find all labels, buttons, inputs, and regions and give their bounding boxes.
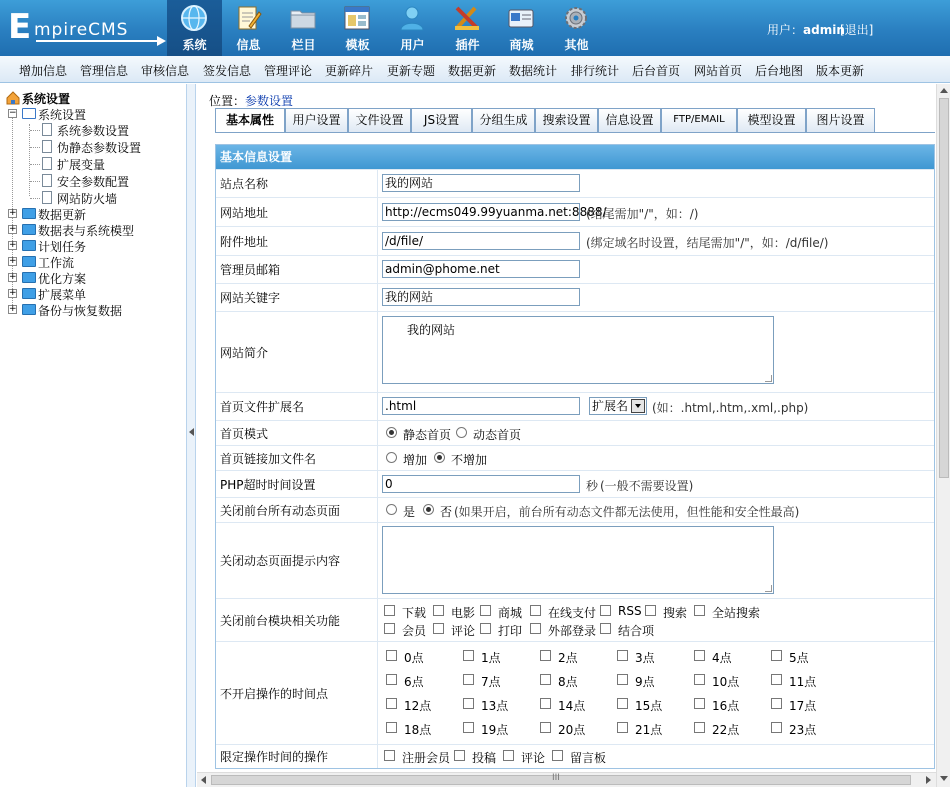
row-keywords: 网站关键字 我的网站	[216, 283, 934, 311]
row-php-timeout: PHP超时时间设置 0 秒 (一般不需要设置)	[216, 470, 934, 497]
hour-label: 13点	[481, 699, 509, 713]
sidebar-tree	[0, 84, 186, 787]
menu-rank-stats[interactable]: 排行统计	[571, 64, 620, 78]
checkbox-hour-6[interactable]	[386, 674, 397, 685]
scroll-up-icon[interactable]	[940, 88, 948, 93]
scroll-down-icon[interactable]	[940, 776, 948, 781]
breadcrumb: 位置：参数设置	[209, 94, 294, 108]
row-index-link: 首页链接加文件名 增加 不增加	[216, 445, 934, 470]
row-no-op-hours: 不开启操作的时间点 0点 1点 2点 3点 4点 5点 6点 7点 8点 9点 10点 11点 12点 13点 14点 15点 16点 17点 18点 19点 20点 21点 22点 23点	[216, 641, 934, 744]
tree-item-system-params[interactable]: 系统参数设置	[30, 122, 180, 138]
collapse-icon[interactable]: −	[9, 108, 17, 118]
nav-column[interactable]: 栏目	[276, 0, 331, 56]
nav-system[interactable]: 系统	[167, 0, 222, 56]
tree-tables-models[interactable]: + 数据表与系统模型	[9, 224, 135, 238]
menu-manage-info[interactable]: 管理信息	[80, 64, 129, 78]
section-title: 基本信息设置	[216, 145, 934, 169]
checkbox-hour-12[interactable]	[386, 698, 397, 709]
expand-icon[interactable]: +	[9, 272, 17, 282]
checkbox-hour-18[interactable]	[386, 722, 397, 733]
row-close-dynamic: 关闭前台所有动态页面 是 否 (如果开启，前台所有动态文件都无法使用，但性能和安全性最高)	[216, 497, 934, 522]
site-name-input[interactable]: 我的网站	[382, 174, 580, 192]
checkbox-hour-23[interactable]	[771, 722, 782, 733]
hour-label: 22点	[712, 723, 740, 737]
tree-item-security-config[interactable]: 安全参数配置	[30, 173, 180, 189]
checkbox-hour-4[interactable]	[694, 650, 705, 661]
checkbox-hour-2[interactable]	[540, 650, 551, 661]
checkbox-hour-14[interactable]	[540, 698, 551, 709]
checkbox-hour-19[interactable]	[463, 722, 474, 733]
settings-form	[215, 144, 935, 769]
menu-admin-home[interactable]: 后台首页	[632, 64, 681, 78]
menu-version-update[interactable]: 版本更新	[816, 64, 865, 78]
checkbox-hour-5[interactable]	[771, 650, 782, 661]
checkbox-print[interactable]	[480, 623, 491, 634]
checkbox-hour-7[interactable]	[463, 674, 474, 685]
horizontal-scrollbar[interactable]	[197, 772, 936, 787]
top-header	[0, 0, 950, 56]
index-ext-input[interactable]: .html	[382, 397, 580, 415]
checkbox-shop[interactable]	[480, 605, 491, 616]
nav-info[interactable]: 信息	[221, 0, 276, 56]
template-window-icon	[343, 4, 371, 32]
document-icon	[42, 191, 52, 204]
hour-label: 11点	[789, 675, 817, 689]
tree-scheduled-tasks[interactable]: + 计划任务	[9, 240, 87, 254]
hour-label: 4点	[712, 651, 732, 665]
hour-label: 12点	[404, 699, 432, 713]
checkbox-search[interactable]	[645, 605, 656, 616]
hour-label: 9点	[635, 675, 655, 689]
menu-data-stats[interactable]: 数据统计	[509, 64, 558, 78]
checkbox-hour-1[interactable]	[463, 650, 474, 661]
tab-info[interactable]: 信息设置	[598, 108, 661, 132]
checkbox-hour-9[interactable]	[617, 674, 628, 685]
expand-icon[interactable]: +	[9, 256, 17, 266]
nav-user[interactable]: 用户	[385, 0, 440, 56]
hour-label: 7点	[481, 675, 501, 689]
radio-no-filename[interactable]	[434, 452, 445, 463]
checkbox-hour-11[interactable]	[771, 674, 782, 685]
hour-label: 17点	[789, 699, 817, 713]
checkbox-guestbook[interactable]	[552, 750, 563, 761]
hour-label: 2点	[558, 651, 578, 665]
globe-icon	[180, 4, 208, 32]
expand-icon[interactable]: +	[9, 224, 17, 234]
row-limit-ops: 限定操作时间的操作 注册会员 投稿 评论 留言板	[216, 744, 934, 768]
row-index-ext: 首页文件扩展名 .html 扩展名 (如：.html,.htm,.xml,.php)	[216, 392, 934, 420]
shop-card-icon	[507, 4, 535, 32]
intro-textarea[interactable]: 我的网站	[382, 316, 774, 384]
hour-label: 14点	[558, 699, 586, 713]
folder-icon	[22, 208, 36, 219]
checkbox-hour-21[interactable]	[617, 722, 628, 733]
row-site-url: 网站地址 http://ecms049.99yuanma.net:8888/ (结尾需加"/"，如：/)	[216, 197, 934, 226]
radio-close-no[interactable]	[423, 504, 434, 515]
checkbox-combine[interactable]	[600, 623, 611, 634]
open-folder-icon	[22, 108, 36, 119]
scroll-grip: III	[552, 773, 560, 783]
checkbox-hour-16[interactable]	[694, 698, 705, 709]
tab-file[interactable]: 文件设置	[348, 108, 411, 132]
row-close-modules: 关闭前台模块相关功能 下载 电影 商城 在线支付 RSS 搜索 全站搜索 会员 评论 打印 外部登录 结合项	[216, 598, 934, 641]
hour-label: 8点	[558, 675, 578, 689]
scroll-left-icon[interactable]	[201, 776, 206, 784]
radio-close-yes[interactable]	[386, 504, 397, 515]
checkbox-limit-comment[interactable]	[503, 750, 514, 761]
document-icon	[42, 157, 52, 170]
vertical-scrollbar[interactable]	[936, 84, 950, 787]
hour-label: 18点	[404, 723, 432, 737]
tree-backup-restore[interactable]: + 备份与恢复数据	[9, 304, 123, 318]
quick-menu-bar	[0, 56, 950, 83]
document-icon	[42, 140, 52, 153]
checkbox-hour-0[interactable]	[386, 650, 397, 661]
radio-dynamic-index[interactable]	[456, 427, 467, 438]
hour-label: 16点	[712, 699, 740, 713]
nav-plugin[interactable]: 插件	[440, 0, 495, 56]
row-attach-url: 附件地址 /d/file/ (绑定域名时设置，结尾需加"/"，如：/d/file/)	[216, 226, 934, 255]
nav-template[interactable]: 模板	[330, 0, 385, 56]
checkbox-movie[interactable]	[433, 605, 444, 616]
checkbox-external-login[interactable]	[530, 623, 541, 634]
expand-icon[interactable]: +	[9, 208, 17, 218]
tab-user[interactable]: 用户设置	[285, 108, 348, 132]
checkbox-online-pay[interactable]	[530, 605, 541, 616]
row-intro: 网站简介 我的网站	[216, 311, 934, 392]
folder-icon	[22, 304, 36, 315]
expand-icon[interactable]: +	[9, 304, 17, 314]
folder-icon	[22, 288, 36, 299]
hscroll-thumb[interactable]	[211, 775, 911, 785]
php-timeout-input[interactable]: 0	[382, 475, 580, 493]
menu-data-update[interactable]: 数据更新	[448, 64, 497, 78]
close-message-textarea[interactable]	[382, 526, 774, 594]
menu-admin-map[interactable]: 后台地图	[755, 64, 804, 78]
folder-icon	[22, 256, 36, 267]
folder-icon	[22, 224, 36, 235]
hour-label: 10点	[712, 675, 740, 689]
hour-label: 15点	[635, 699, 663, 713]
collapse-arrow-icon[interactable]	[189, 428, 194, 436]
edit-document-icon	[234, 4, 262, 32]
tree-workflow[interactable]: + 工作流	[9, 256, 75, 270]
expand-icon[interactable]: +	[9, 240, 17, 250]
folder-icon	[22, 240, 36, 251]
tree-system-settings[interactable]: − 系统设置	[9, 108, 87, 122]
document-icon	[42, 174, 52, 187]
user-info: 用户：admin	[767, 23, 845, 37]
checkbox-hour-22[interactable]	[694, 722, 705, 733]
row-site-name: 站点名称 我的网站	[216, 169, 934, 197]
tab-group[interactable]: 分组生成	[472, 108, 535, 132]
checkbox-download[interactable]	[384, 605, 395, 616]
hour-label: 1点	[481, 651, 501, 665]
scroll-thumb[interactable]	[939, 98, 949, 478]
menu-review-info[interactable]: 审核信息	[141, 64, 190, 78]
expand-icon[interactable]: +	[9, 288, 17, 298]
checkbox-hour-13[interactable]	[463, 698, 474, 709]
checkbox-hour-3[interactable]	[617, 650, 628, 661]
tree-item-extend-vars[interactable]: 扩展变量	[30, 156, 180, 172]
hour-label: 3点	[635, 651, 655, 665]
menu-sign-info[interactable]: 签发信息	[203, 64, 252, 78]
tree-item-firewall[interactable]: 网站防火墙	[30, 190, 180, 206]
menu-site-home[interactable]: 网站首页	[694, 64, 743, 78]
tree-optimize[interactable]: + 优化方案	[9, 272, 87, 286]
scroll-right-icon[interactable]	[926, 776, 931, 784]
hour-label: 23点	[789, 723, 817, 737]
tab-search[interactable]: 搜索设置	[535, 108, 598, 132]
checkbox-site-search[interactable]	[694, 605, 705, 616]
sidebar-splitter[interactable]	[186, 84, 196, 787]
checkbox-hour-10[interactable]	[694, 674, 705, 685]
keywords-input[interactable]: 我的网站	[382, 288, 580, 306]
user-icon	[398, 4, 426, 32]
admin-email-input[interactable]: admin@phome.net	[382, 260, 580, 278]
checkbox-member[interactable]	[384, 623, 395, 634]
checkbox-comment[interactable]	[433, 623, 444, 634]
hour-label: 6点	[404, 675, 424, 689]
hour-label: 19点	[481, 723, 509, 737]
attach-url-input[interactable]: /d/file/	[382, 232, 580, 250]
gear-icon	[562, 4, 590, 32]
checkbox-hour-8[interactable]	[540, 674, 551, 685]
menu-manage-comments[interactable]: 管理评论	[264, 64, 313, 78]
radio-static-index[interactable]	[386, 427, 397, 438]
row-admin-email: 管理员邮箱 admin@phome.net	[216, 255, 934, 283]
tools-icon	[453, 4, 481, 32]
nav-other[interactable]: 其他	[549, 0, 604, 56]
row-index-mode: 首页模式 静态首页 动态首页	[216, 420, 934, 445]
tab-image[interactable]: 图片设置	[806, 108, 875, 132]
checkbox-hour-15[interactable]	[617, 698, 628, 709]
tab-ftp-email[interactable]: FTP/EMAIL	[661, 108, 737, 132]
checkbox-hour-20[interactable]	[540, 722, 551, 733]
main-content	[197, 84, 936, 787]
menu-update-topics[interactable]: 更新专题	[387, 64, 436, 78]
checkbox-rss[interactable]	[600, 605, 611, 616]
hour-label: 5点	[789, 651, 809, 665]
menu-add-info[interactable]: 增加信息	[19, 64, 68, 78]
nav-shop[interactable]: 商城	[494, 0, 549, 56]
tree-root[interactable]: 系统设置	[6, 90, 176, 106]
tab-model[interactable]: 模型设置	[737, 108, 806, 132]
chevron-down-icon	[631, 399, 645, 413]
checkbox-submit[interactable]	[454, 750, 465, 761]
folder-icon	[22, 272, 36, 283]
tree-extend-menu[interactable]: + 扩展菜单	[9, 288, 87, 302]
checkbox-register[interactable]	[384, 750, 395, 761]
radio-add-filename[interactable]	[386, 452, 397, 463]
row-close-message: 关闭动态页面提示内容	[216, 522, 934, 598]
menu-update-fragments[interactable]: 更新碎片	[325, 64, 374, 78]
hour-label: 21点	[635, 723, 663, 737]
site-url-input[interactable]: http://ecms049.99yuanma.net:8888/	[382, 203, 580, 221]
username: admin	[803, 23, 845, 37]
home-icon	[6, 91, 20, 105]
hour-label: 20点	[558, 723, 586, 737]
document-icon	[42, 123, 52, 136]
logout-link[interactable]: [退出]	[840, 23, 874, 37]
ext-select[interactable]: 扩展名	[589, 397, 647, 415]
tab-js[interactable]: JS设置	[411, 108, 472, 132]
tree-data-update[interactable]: + 数据更新	[9, 208, 87, 222]
checkbox-hour-17[interactable]	[771, 698, 782, 709]
folder-icon	[289, 4, 317, 32]
hour-label: 0点	[404, 651, 424, 665]
tree-item-rewrite-params[interactable]: 伪静态参数设置	[30, 139, 180, 155]
breadcrumb-link[interactable]: 参数设置	[245, 94, 294, 108]
empirecms-logo: E mpireCMS	[8, 9, 163, 49]
tab-basic[interactable]: 基本属性	[215, 108, 285, 133]
